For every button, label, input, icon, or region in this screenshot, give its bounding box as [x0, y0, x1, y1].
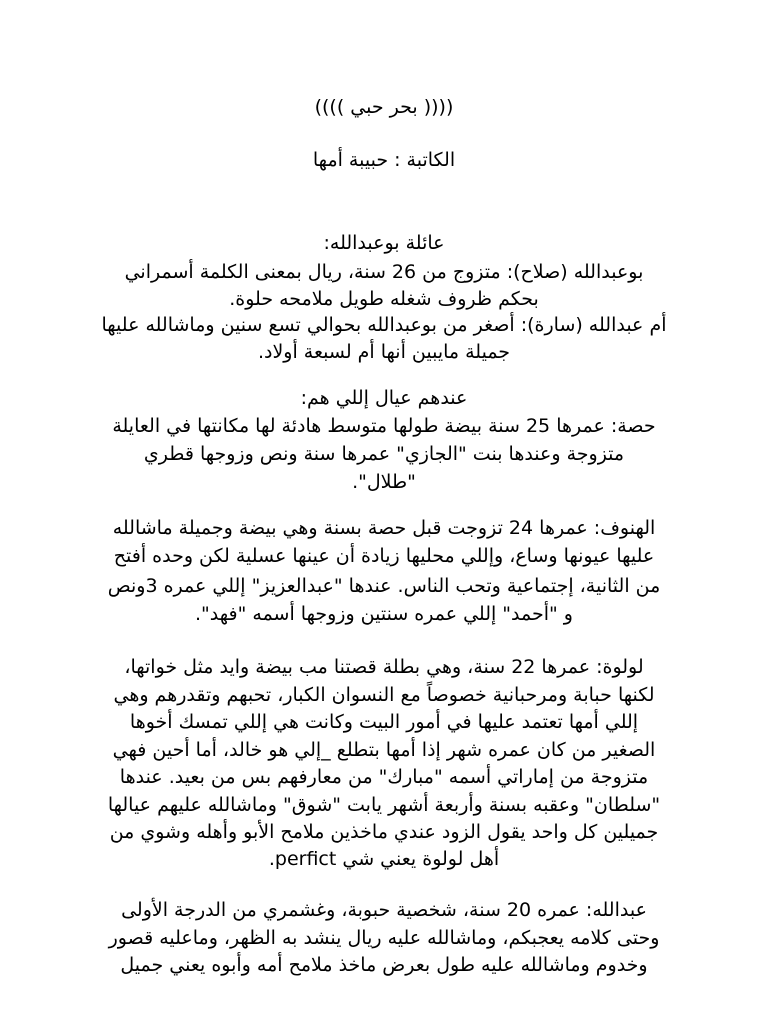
abdullah-line: وخدوم وماشالله عليه طول بعرض ماخذ ملامح أمه وأبوه يعني جميل: [120, 954, 648, 976]
lulwa-line: متزوجة من إماراتي أسمه "مبارك" من معارفهم بس من بعيد. عندها: [119, 766, 649, 788]
story-title: (((( بحر حبي )))): [314, 96, 454, 118]
abdullah-line: عبدالله: عمره 20 سنة، شخصية حبوبة، وغشمري من الدرجة الأولى: [121, 899, 647, 921]
hessa-line: متزوجة وعندها بنت "الجازي" عمرها سنة ونص وزوجها قطري: [143, 443, 625, 465]
lulwa-line: إللي أمها تعتمد عليها في أمور البيت وكانت هي إللي تمسك أخوها: [129, 711, 639, 733]
lulwa-line: أهل لولوة يعني شي perfict.: [268, 848, 500, 870]
mother-line: جميلة مايبين أنها أم لسبعة أولاد.: [257, 341, 511, 363]
hessa-line: حصة: عمرها 25 سنة بيضة طولها متوسط هادئة لها مكانتها في العايلة: [112, 415, 656, 437]
lulwa-line: لكنها حبابة ومرحبانية خصوصاً مع النسوان الكبار، تحبهم وتقدرهم وهي: [113, 684, 655, 706]
mother-line: أم عبدالله (سارة): أصغر من بوعبدالله بحوالي تسع سنين وماشالله عليها: [101, 314, 667, 336]
father-line: بوعبدالله (صلاح): متزوج من 26 سنة، ريال بمعنى الكلمة أسمراني: [124, 261, 644, 283]
alanoud-line: الهنوف: عمرها 24 تزوجت قبل حصة بسنة وهي بيضة وجميلة ماشالله: [112, 517, 656, 539]
lulwa-line: "سلطان" وعقبه بسنة وأربعة أشهر يابت "شوق" وماشالله عليهم عيالها: [107, 794, 661, 816]
alanoud-line: و "أحمد" إللي عمره سنتين وزوجها أسمه "فهد".: [195, 603, 573, 625]
family-heading: عائلة بوعبدالله:: [323, 232, 445, 254]
father-line: بحكم ظروف شغله طويل ملامحه حلوة.: [229, 288, 539, 310]
abdullah-line: وحتى كلامه يعجبكم، وماشالله عليه ريال ينشد به الظهر، وماعليه قصور: [108, 927, 660, 949]
hessa-line: "طلال".: [352, 471, 416, 493]
lulwa-line: جميلين كل واحد يقول الزود عندي ماخذين ملامح الأبو وأهله وشوي من: [109, 821, 659, 843]
lulwa-line: لولوة: عمرها 22 سنة، وهي بطلة قصتنا مب بيضة وايد مثل خواتها،: [124, 656, 644, 678]
alanoud-line: من الثانية، إجتماعية وتحب الناس. عندها "عبدالعزيز" إللي عمره 3ونص: [107, 575, 661, 597]
kids-heading: عندهم عيال إللي هم:: [300, 387, 468, 409]
author-line: الكاتبة : حبيبة أمها: [312, 149, 456, 171]
alanoud-line: عليها عيونها وساع، وإللي محليها زيادة أن عينها عسلية لكن وحده أفتح: [113, 545, 655, 567]
lulwa-line: الصغير من كان عمره شهر إذا أمها بتطلع _إلي هو خالد، أما أحين فهي: [112, 739, 656, 761]
